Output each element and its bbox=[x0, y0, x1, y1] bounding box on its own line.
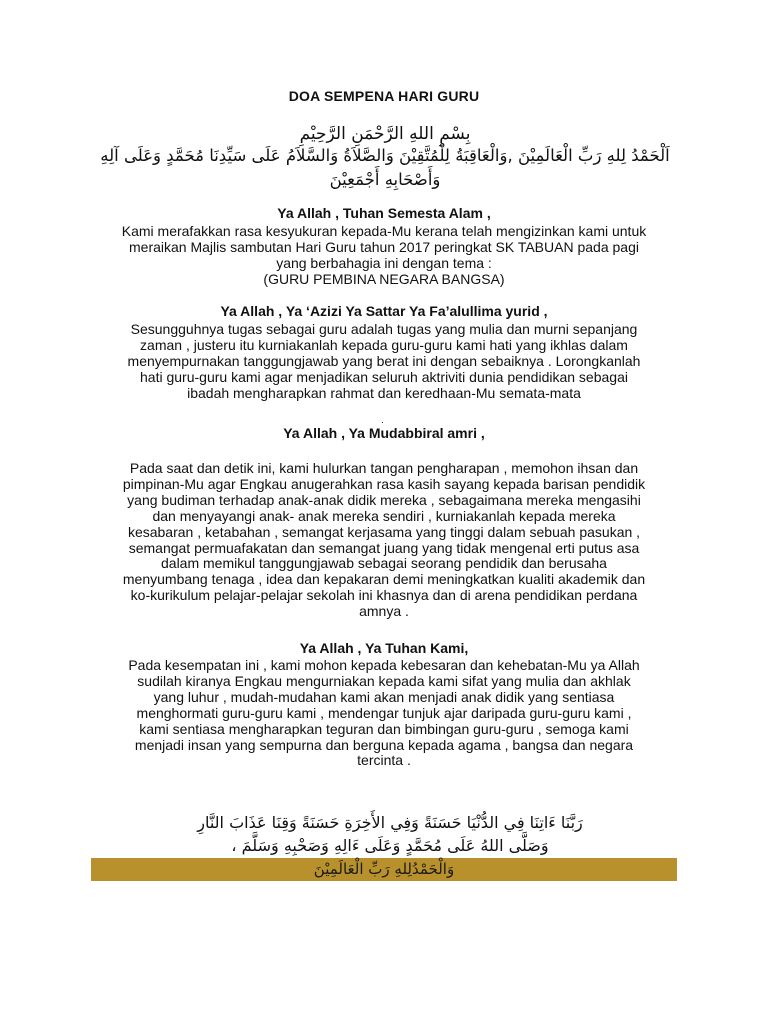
paragraph-line: tercinta . bbox=[357, 752, 411, 769]
paragraph-line: Kami merafakkan rasa kesyukuran kepada-Mu kerana telah mengizinkan kami untuk bbox=[121, 223, 647, 239]
closing-highlight-bar bbox=[91, 858, 677, 881]
closing-doa-line-1: رَبَّنَا ءَاتِنَا فِي الدُّنْيَا حَسَنَةً وَفِي الأَخِرَةِ حَسَنَةً وَقِنَا عَذَابَ النَّارِ bbox=[197, 813, 583, 832]
section-heading: Ya Allah , Ya Tuhan Kami, bbox=[299, 640, 469, 656]
paragraph-line: menghormati guru-guru kami , mendengar tunjuk ajar daripada guru-guru kami , bbox=[136, 704, 632, 721]
paragraph-line: kesabaran , ketabahan , semangat kerjasama yang tinggi dalam sebuah pasukan , bbox=[127, 523, 641, 540]
paragraph-line: semangat permuafakatan dan semangat juang yang tidak mengenal erti putus asa bbox=[128, 539, 640, 556]
paragraph-line: sudilah kiranya Engkau mengurniakan kepada kami sifat yang mulia dan akhlak bbox=[137, 672, 631, 689]
paragraph-line: (GURU PEMBINA NEGARA BANGSA) bbox=[263, 270, 505, 287]
paragraph-line: yang luhur , mudah-mudahan kami akan menjadi anak didik yang sentiasa bbox=[153, 688, 615, 705]
paragraph-line: menyempurnakan tanggungjawab yang berat ini dengan sebaiknya . Lorongkanlah bbox=[127, 352, 641, 369]
paragraph-line: menjadi insan yang sempurna dan berguna kepada agama , bangsa dan negara bbox=[134, 736, 634, 753]
paragraph-line: hati guru-guru kami agar menjadikan seluruh aktriviti dunia pendidikan sebagai bbox=[140, 368, 628, 385]
closing-doa-line-3: وَالْحَمْدُلِلهِ رَبِّ الْعَالَمِيْنَ bbox=[313, 860, 455, 878]
paragraph-line: menyumbang tenaga , idea dan kepakaran demi meningkatkan kualiti akademik dan bbox=[122, 571, 646, 588]
section-paragraph bbox=[80, 658, 688, 769]
paragraph-line: meraikan Majlis sambutan Hari Guru tahun 2017 peringkat SK TABUAN pada pagi bbox=[129, 238, 639, 255]
paragraph-line: zaman , justeru itu kurniakanlah kepada guru-guru kami hati yang ikhlas dalam bbox=[140, 336, 628, 353]
paragraph-line: dalam memikul tanggungjawab sebagai seorang pendidik dan berusaha bbox=[161, 555, 607, 572]
section-tuhan-kami bbox=[80, 640, 688, 769]
section-paragraph bbox=[80, 461, 688, 620]
section-heading: Ya Allah , Ya ‘Azizi Ya Sattar Ya Fa’alullima yurid , bbox=[220, 303, 548, 319]
section-paragraph bbox=[80, 322, 688, 402]
section-mudabbiral-amri bbox=[80, 425, 688, 620]
paragraph-line: yang berbahagia ini dengan tema : bbox=[276, 254, 492, 271]
section-tuhan-semesta-alam bbox=[80, 205, 688, 288]
section-heading: Ya Allah , Ya Mudabbiral amri , bbox=[283, 425, 485, 441]
arabic-opening-praise: اَلْحَمْدُ لِلهِ رَبِّ الْعَالَمِيْنَ ,وَالْعَاقِبَةُ لِلْمُتَّقِيْنَ وَالصَّلاَةُ وَالسَّلاَمُ عَلَى سَيِّدِنَا مُحَمَّدٍ وَعَلَى آلِهِ وَأَصْحَابِهِ أَجْمَعِيْنَ bbox=[100, 146, 670, 189]
paragraph-line: dan menyayangi anak- anak mereka sendiri , kurniakanlah kepada mereka bbox=[152, 507, 616, 524]
paragraph-line: ko-kurikulum pelajar-pelajar sekolah ini khasnya dan di arena pendidikan perdana bbox=[130, 587, 638, 604]
section-paragraph bbox=[80, 224, 688, 288]
paragraph-line: amnya . bbox=[359, 603, 409, 620]
paragraph-line: ibadah mengharapkan rahmat dan keredhaan-Mu semata-mata bbox=[187, 384, 581, 401]
section-azizi-ya-sattar bbox=[80, 303, 688, 402]
paragraph-line: kami sentiasa mengharapkan teguran dan bimbingan guru-guru , semoga kami bbox=[139, 720, 629, 737]
paragraph-line: Sesungguhnya tugas sebagai guru adalah tugas yang mulia dan murni sepanjang bbox=[130, 321, 638, 337]
paragraph-line: pimpinan-Mu agar Engkau anugerahkan rasa kasih sayang kepada barisan pendidik bbox=[122, 475, 646, 492]
paragraph-line: Pada kesempatan ini , kami mohon kepada kebesaran dan kehebatan-Mu ya Allah bbox=[128, 657, 640, 673]
stray-dot: . bbox=[381, 415, 384, 426]
paragraph-line: Pada saat dan detik ini, kami hulurkan tangan pengharapan , memohon ihsan dan bbox=[129, 460, 639, 476]
section-heading: Ya Allah , Tuhan Semesta Alam , bbox=[277, 205, 491, 221]
closing-doa-line-2: وَصَلَّى اللهُ عَلَى مُحَمَّدٍ وَعَلَى ءَالِهِ وَصَحْبِهِ وَسَلَّمَ ، bbox=[231, 836, 549, 855]
paragraph-line: yang budiman terhadap anak-anak didik mereka , sebagaimana mereka mengasihi bbox=[127, 491, 641, 508]
arabic-basmala: بِسْمِ اللهِ الرَّحْمَنِ الرَّحِيْمِ bbox=[299, 124, 471, 144]
page-title: DOA SEMPENA HARI GURU bbox=[288, 88, 480, 104]
